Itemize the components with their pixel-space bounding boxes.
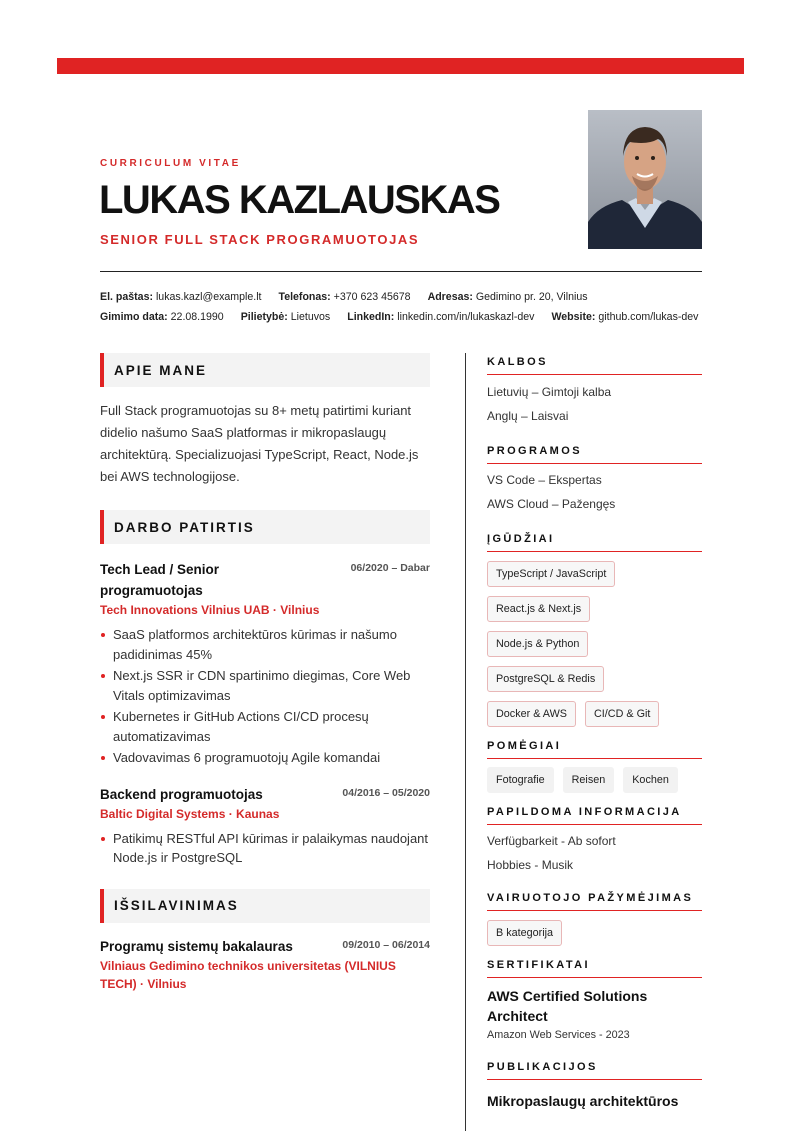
cv-kicker: CURRICULUM VITAE [100, 158, 241, 169]
hobbies-tags [487, 767, 702, 793]
job-entry [100, 559, 430, 768]
license-tag: B kategorija [487, 920, 562, 946]
job-bullets [100, 625, 430, 768]
contact-linkedin: LinkedIn: linkedin.com/in/lukaskazl-dev [347, 311, 535, 323]
certificate-name: AWS Certified Solutions Architect [487, 988, 648, 1024]
job-bullet: Patikimų RESTful API kūrimas ir palaikymas naudojant Node.js ir PostgreSQL [100, 829, 430, 868]
sidebar-column [487, 353, 702, 1111]
skill-tag: React.js & Next.js [487, 596, 590, 622]
sidebar-heading-languages: KALBOS [487, 353, 702, 375]
profile-photo [588, 110, 702, 249]
sidebar-heading-certificates: SERTIFIKATAI [487, 956, 702, 978]
contact-birthdate: Gimimo data: 22.08.1990 [100, 311, 224, 323]
contact-info [100, 287, 720, 327]
additional-item: Verfügbarkeit - Ab sofort [487, 834, 616, 848]
job-company: Baltic Digital Systems · Kaunas [100, 806, 280, 821]
education-date: 09/2010 – 06/2014 [342, 938, 430, 951]
job-date: 06/2020 – Dabar [350, 562, 430, 574]
job-bullets [100, 829, 430, 868]
skill-tag: Node.js & Python [487, 631, 588, 657]
cv-header [100, 110, 702, 270]
candidate-name: LUKAS KAZLAUSKAS [99, 178, 500, 222]
candidate-role: SENIOR FULL STACK PROGRAMUOTOJAS [100, 232, 420, 247]
language-item: Lietuvių – Gimtoji kalba [487, 385, 612, 399]
languages-list [487, 380, 702, 428]
program-item: VS Code – Ekspertas [487, 473, 602, 487]
contact-citizenship: Pilietybė: Lietuvos [240, 311, 331, 323]
contact-row [100, 287, 720, 307]
sidebar-heading-hobbies: POMĖGIAI [487, 737, 702, 759]
publication-entry [487, 1091, 702, 1111]
skills-tags [487, 561, 687, 727]
header-rule [100, 271, 702, 272]
section-heading-about: APIE MANE [100, 353, 430, 387]
contact-row [100, 307, 720, 327]
additional-list [487, 829, 702, 877]
top-accent-bar [57, 58, 744, 74]
main-column [100, 353, 430, 993]
skill-tag: Docker & AWS [487, 701, 576, 727]
job-title: Tech Lead / Senior programuotojas [100, 562, 220, 598]
skill-tag: PostgreSQL & Redis [487, 666, 604, 692]
section-heading-experience: DARBO PATIRTIS [100, 510, 430, 544]
sidebar-heading-programs: PROGRAMOS [487, 442, 702, 464]
certificate-issuer: Amazon Web Services - 2023 [487, 1029, 630, 1041]
hobby-tag: Fotografie [487, 767, 554, 793]
skill-tag: CI/CD & Git [585, 701, 659, 727]
skill-tag: TypeScript / JavaScript [487, 561, 615, 587]
programs-list [487, 468, 702, 516]
sidebar-heading-additional: PAPILDOMA INFORMACIJA [487, 803, 702, 825]
program-item: AWS Cloud – Pažengęs [487, 497, 616, 511]
degree-title: Programų sistemų bakalauras [100, 938, 293, 954]
sidebar-heading-skills: ĮGŪDŽIAI [487, 530, 702, 552]
license-tags [487, 920, 702, 946]
column-divider [465, 353, 466, 1131]
education-entry [100, 936, 430, 993]
sidebar-heading-license: VAIRUOTOJO PAŽYMĖJIMAS [487, 889, 702, 911]
contact-email: El. paštas: lukas.kazl@example.lt [100, 291, 262, 303]
additional-item: Hobbies - Musik [487, 858, 574, 872]
school-name: Vilniaus Gedimino technikos universitetas (VILNIUS TECH) · Vilnius [100, 958, 396, 991]
job-company: Tech Innovations Vilnius UAB · Vilnius [100, 603, 320, 617]
job-entry [100, 784, 430, 868]
certificate-entry [487, 986, 702, 1044]
job-bullet: Next.js SSR ir CDN spartinimo diegimas, Core Web Vitals optimizavimas [100, 666, 430, 705]
job-bullet: Vadovavimas 6 programuotojų Agile komandai [100, 748, 430, 768]
job-bullet: Kubernetes ir GitHub Actions CI/CD procesų automatizavimas [100, 707, 430, 746]
job-title: Backend programuotojas [100, 786, 263, 802]
contact-phone: Telefonas: +370 623 45678 [278, 291, 411, 303]
contact-address: Adresas: Gedimino pr. 20, Vilnius [427, 291, 588, 303]
about-text: Full Stack programuotojas su 8+ metų patirtimi kuriant didelio našumo SaaS platformas ir mikropaslaugų architektūrą. Specializuojasi TypeScript, React, Node.js bei AWS technologijose. [100, 403, 419, 484]
language-item: Anglų – Laisvai [487, 409, 569, 423]
hobby-tag: Reisen [563, 767, 615, 793]
job-date: 04/2016 – 05/2020 [342, 786, 430, 799]
publication-title: Mikropaslaugų architektūros [487, 1093, 679, 1109]
section-heading-education: IŠSILAVINIMAS [100, 889, 430, 923]
contact-website: Website: github.com/lukas-dev [551, 311, 699, 323]
hobby-tag: Kochen [623, 767, 678, 793]
job-bullet: SaaS platformos architektūros kūrimas ir našumo padidinimas 45% [100, 625, 430, 664]
sidebar-heading-publications: PUBLIKACIJOS [487, 1058, 702, 1080]
